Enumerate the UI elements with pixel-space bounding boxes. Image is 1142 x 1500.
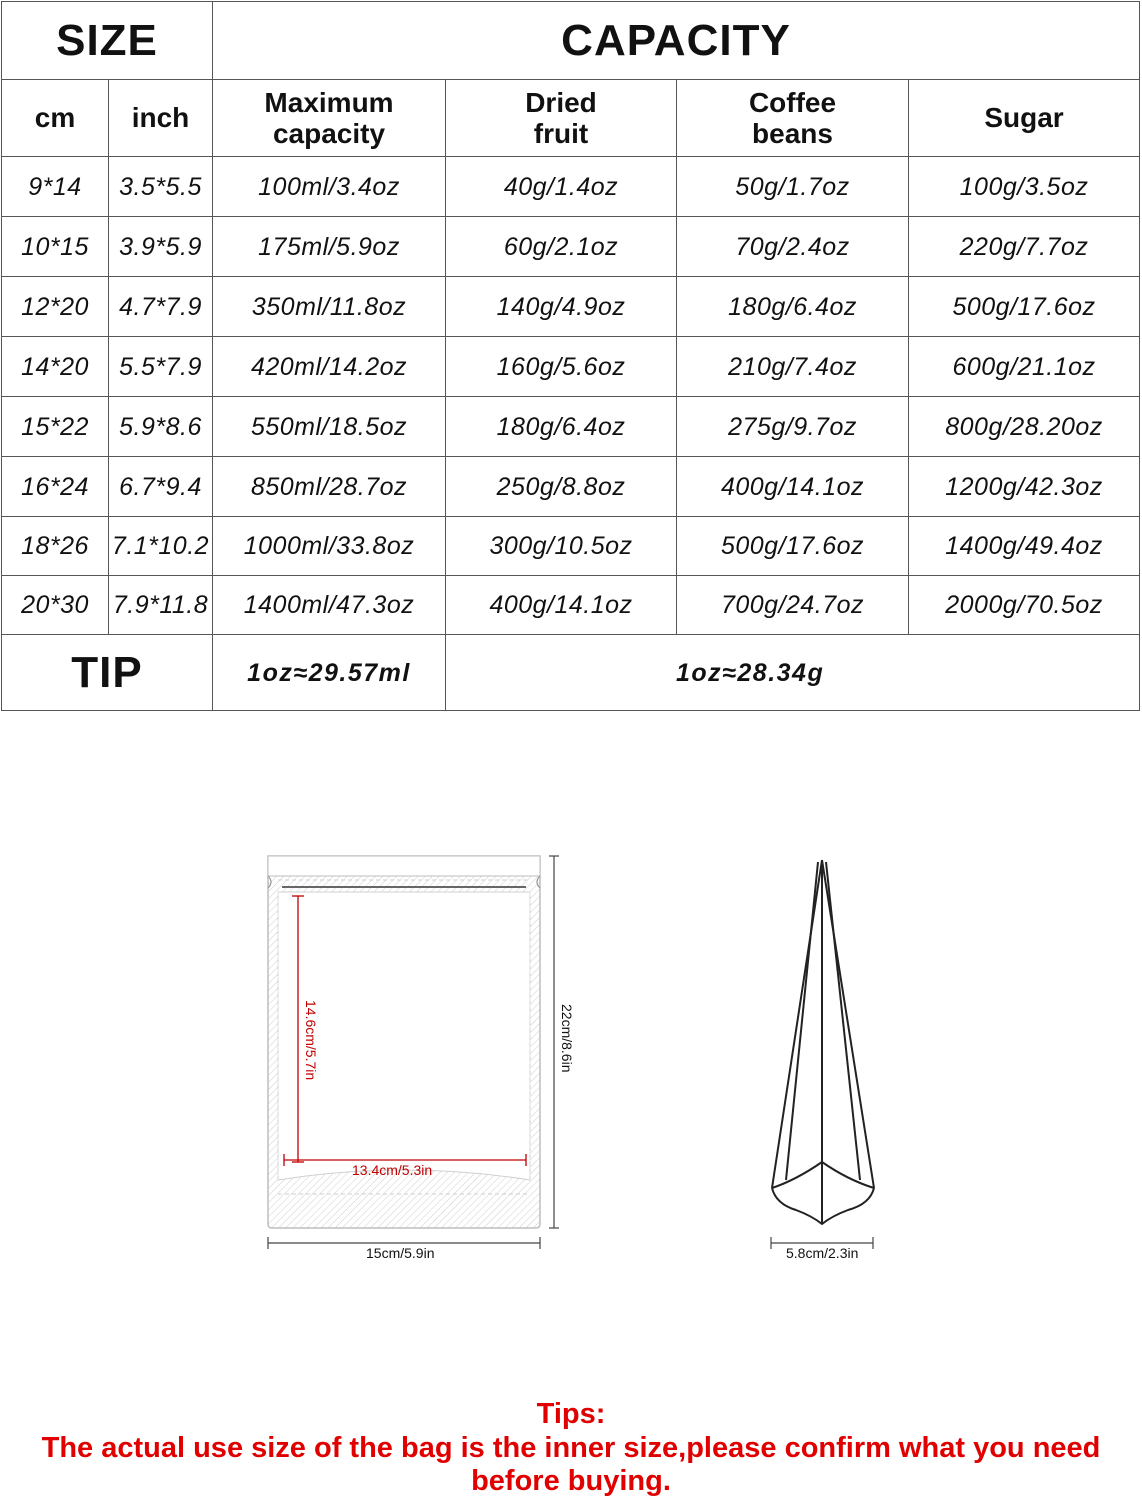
row-dried-fruit: 300g/10.5oz bbox=[445, 516, 677, 576]
row-size-cm: 12*20 bbox=[1, 276, 109, 337]
row-size-inch: 7.1*10.2 bbox=[108, 516, 213, 576]
header-inch: inch bbox=[108, 79, 213, 157]
overall-width-label: 15cm/5.9in bbox=[366, 1245, 435, 1261]
inner-height-label: 14.6cm/5.7in bbox=[303, 1000, 319, 1081]
row-maximum-capacity: 350ml/11.8oz bbox=[212, 276, 446, 337]
size-title: SIZE bbox=[1, 1, 213, 80]
side-width-dimension bbox=[771, 1237, 873, 1261]
row-dried-fruit: 40g/1.4oz bbox=[445, 156, 677, 217]
row-sugar: 220g/7.7oz bbox=[908, 216, 1140, 277]
row-size-cm: 16*24 bbox=[1, 456, 109, 517]
header-dried-fruit: Dried fruit bbox=[445, 79, 677, 157]
tips-line-1: The actual use size of the bag is the inner size,please confirm what you need bbox=[41, 1432, 1101, 1464]
row-sugar: 600g/21.1oz bbox=[908, 336, 1140, 397]
header-coffee-beans: Coffee beans bbox=[676, 79, 909, 157]
row-maximum-capacity: 100ml/3.4oz bbox=[212, 156, 446, 217]
row-coffee-beans: 275g/9.7oz bbox=[676, 396, 909, 457]
row-coffee-beans: 210g/7.4oz bbox=[676, 336, 909, 397]
row-size-inch: 5.5*7.9 bbox=[108, 336, 213, 397]
tip-label: TIP bbox=[1, 634, 213, 711]
row-sugar: 1400g/49.4oz bbox=[908, 516, 1140, 576]
row-sugar: 500g/17.6oz bbox=[908, 276, 1140, 337]
row-size-inch: 5.9*8.6 bbox=[108, 396, 213, 457]
row-size-inch: 7.9*11.8 bbox=[108, 575, 213, 635]
header-maximum-capacity: Maximum capacity bbox=[212, 79, 446, 157]
header-sugar: Sugar bbox=[908, 79, 1140, 157]
row-size-cm: 20*30 bbox=[1, 575, 109, 635]
row-dried-fruit: 400g/14.1oz bbox=[445, 575, 677, 635]
row-sugar: 2000g/70.5oz bbox=[908, 575, 1140, 635]
row-sugar: 1200g/42.3oz bbox=[908, 456, 1140, 517]
inner-width-label: 13.4cm/5.3in bbox=[352, 1162, 433, 1178]
row-size-inch: 3.5*5.5 bbox=[108, 156, 213, 217]
row-dried-fruit: 180g/6.4oz bbox=[445, 396, 677, 457]
row-dried-fruit: 160g/5.6oz bbox=[445, 336, 677, 397]
row-maximum-capacity: 420ml/14.2oz bbox=[212, 336, 446, 397]
row-maximum-capacity: 850ml/28.7oz bbox=[212, 456, 446, 517]
row-size-cm: 10*15 bbox=[1, 216, 109, 277]
overall-width-dimension bbox=[268, 1237, 540, 1261]
side-width-label: 5.8cm/2.3in bbox=[786, 1245, 859, 1261]
row-coffee-beans: 50g/1.7oz bbox=[676, 156, 909, 217]
tip-ml-conversion: 1oz≈29.57ml bbox=[212, 634, 446, 711]
tips-line-2: before buying. bbox=[471, 1465, 671, 1497]
row-maximum-capacity: 175ml/5.9oz bbox=[212, 216, 446, 277]
row-maximum-capacity: 1400ml/47.3oz bbox=[212, 575, 446, 635]
row-maximum-capacity: 550ml/18.5oz bbox=[212, 396, 446, 457]
row-dried-fruit: 140g/4.9oz bbox=[445, 276, 677, 337]
side-view-bag bbox=[772, 860, 874, 1224]
row-sugar: 100g/3.5oz bbox=[908, 156, 1140, 217]
row-size-cm: 9*14 bbox=[1, 156, 109, 217]
row-size-cm: 15*22 bbox=[1, 396, 109, 457]
row-dried-fruit: 250g/8.8oz bbox=[445, 456, 677, 517]
tips-title: Tips: bbox=[536, 1398, 606, 1430]
row-coffee-beans: 70g/2.4oz bbox=[676, 216, 909, 277]
overall-height-dimension bbox=[549, 856, 575, 1228]
row-size-cm: 14*20 bbox=[1, 336, 109, 397]
row-coffee-beans: 400g/14.1oz bbox=[676, 456, 909, 517]
row-coffee-beans: 500g/17.6oz bbox=[676, 516, 909, 576]
row-size-inch: 6.7*9.4 bbox=[108, 456, 213, 517]
tip-g-conversion: 1oz≈28.34g bbox=[445, 634, 1140, 711]
row-sugar: 800g/28.20oz bbox=[908, 396, 1140, 457]
capacity-title: CAPACITY bbox=[212, 1, 1140, 80]
row-maximum-capacity: 1000ml/33.8oz bbox=[212, 516, 446, 576]
overall-height-label: 22cm/8.6in bbox=[559, 1004, 575, 1073]
row-size-inch: 3.9*5.9 bbox=[108, 216, 213, 277]
row-dried-fruit: 60g/2.1oz bbox=[445, 216, 677, 277]
row-size-inch: 4.7*7.9 bbox=[108, 276, 213, 337]
row-coffee-beans: 180g/6.4oz bbox=[676, 276, 909, 337]
row-size-cm: 18*26 bbox=[1, 516, 109, 576]
header-cm: cm bbox=[1, 79, 109, 157]
row-coffee-beans: 700g/24.7oz bbox=[676, 575, 909, 635]
